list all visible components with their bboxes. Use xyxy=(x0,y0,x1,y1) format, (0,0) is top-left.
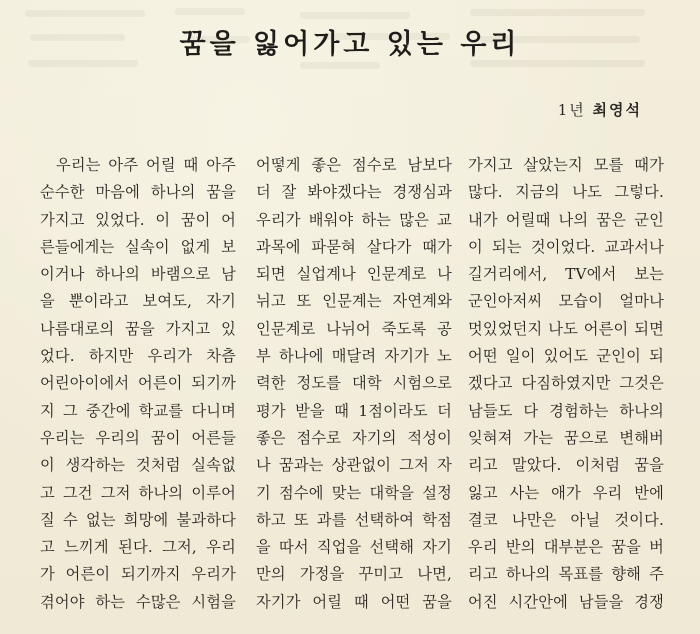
text-line: 우리는 우리의 꿈이 어른들 xyxy=(40,428,236,447)
text-line: 나름대로의 꿈을 가지고 있 xyxy=(40,319,236,338)
text-line: 질 수 없는 희망에 불과하다 xyxy=(40,510,236,529)
text-line: 우리는 아주 어릴 때 아주 xyxy=(56,156,236,174)
text-line: 가지고 살았는지 모를 때가 xyxy=(468,156,664,174)
text-line: 부 하나에 매달려 자기가 노 xyxy=(256,347,452,366)
text-line: 잊혀져 가는 꿈으로 변해버 xyxy=(468,428,664,447)
text-line: 이거나 하나의 바램으로 남 xyxy=(40,265,236,284)
text-line: 우리 반의 대부분은 꿈을 버 xyxy=(468,538,664,557)
text-line: 만의 가정을 꾸미고 나면, xyxy=(256,565,452,584)
text-line: 자기가 어릴 때 어떤 꿈을 xyxy=(256,592,452,611)
text-line: 하고 또 과를 선택하여 학점 xyxy=(256,510,452,529)
text-line: 어떤 일이 있어도 군인이 되 xyxy=(468,347,664,366)
article-title: 꿈을 잃어가고 있는 우리 xyxy=(179,29,521,60)
text-line: 나 꿈과는 상관없이 그저 자 xyxy=(256,456,452,475)
text-line: 과목에 파묻혀 살다가 때가 xyxy=(256,237,452,256)
author-name: 최영석 xyxy=(592,101,642,119)
text-line: 른들에게는 실속이 없게 보 xyxy=(40,237,236,256)
text-line: 리고 하나의 목표를 향해 주 xyxy=(468,565,664,584)
text-line: 잃고 사는 애가 우리 반에 xyxy=(468,483,664,502)
text-line: 어린아이에서 어른이 되기까 xyxy=(40,374,236,393)
text-line: 길거리에서, TV에서 보는 xyxy=(468,265,664,284)
text-line: 력한 정도를 대학 시험으로 xyxy=(256,374,452,393)
text-line: 겠다고 다짐하였지만 그것은 xyxy=(468,374,664,393)
text-line: 순수한 마음에 하나의 꿈을 xyxy=(40,183,236,202)
text-line: 기 점수에 맞는 대학을 설정 xyxy=(256,483,452,502)
text-line: 이 생각하는 것처럼 실속없 xyxy=(40,456,236,475)
text-line: 내가 어릴때 나의 꿈은 군인 xyxy=(468,210,664,229)
text-line: 많다. 지금의 나도 그렇다. xyxy=(468,183,664,202)
author-grade: 1년 xyxy=(557,101,586,119)
author-byline xyxy=(558,99,642,120)
text-line: 뉘고 또 인문계는 자연계와 xyxy=(256,292,452,311)
text-line: 더 잘 봐야겠다는 경쟁심과 xyxy=(256,183,452,202)
text-line: 지 그 중간에 학교를 다니며 xyxy=(40,401,236,420)
text-line: 리고 말았다. 이처럼 꿈을 xyxy=(468,456,664,475)
text-line: 결코 나만은 아닐 것이다. xyxy=(468,510,664,529)
text-line: 인문계로 나뉘어 죽도록 공 xyxy=(256,319,452,338)
text-line: 우리가 배워야 하는 많은 교 xyxy=(256,210,452,229)
text-line: 남들도 다 경험하는 하나의 xyxy=(468,401,664,420)
text-line: 겪어야 하는 수많은 시험을 xyxy=(40,592,236,611)
text-line: 었다. 하지만 우리가 차츰 xyxy=(40,347,236,366)
text-line: 을 뿐이라고 보여도, 자기 xyxy=(40,292,236,311)
text-line: 가 어른이 되기까지 우리가 xyxy=(40,565,236,584)
text-line: 군인아저씨 모습이 얼마나 xyxy=(468,292,664,311)
text-line: 되면 실업계나 인문계로 나 xyxy=(256,265,452,284)
text-column-3 xyxy=(468,152,664,616)
text-line: 어떻게 좋은 점수로 남보다 xyxy=(256,156,452,174)
text-line: 이 되는 것이었다. 교과서나 xyxy=(468,237,664,256)
text-column-1 xyxy=(40,152,236,616)
text-line: 멋있었던지 나도 어른이 되면 xyxy=(468,319,664,338)
text-line: 을 따서 직업을 선택해 자기 xyxy=(256,538,452,557)
text-line: 고 그건 그저 하나의 이루어 xyxy=(40,483,236,502)
text-line: 좋은 점수로 자기의 적성이 xyxy=(256,428,452,447)
text-line: 평가 받을 때 1점이라도 더 xyxy=(256,401,452,420)
text-line: 고 느끼게 된다. 그저, 우리 xyxy=(40,538,236,557)
text-line: 가지고 있었다. 이 꿈이 어 xyxy=(40,210,236,229)
text-column-2 xyxy=(256,152,452,616)
text-line: 어진 시간안에 남들을 경쟁 xyxy=(468,592,664,611)
